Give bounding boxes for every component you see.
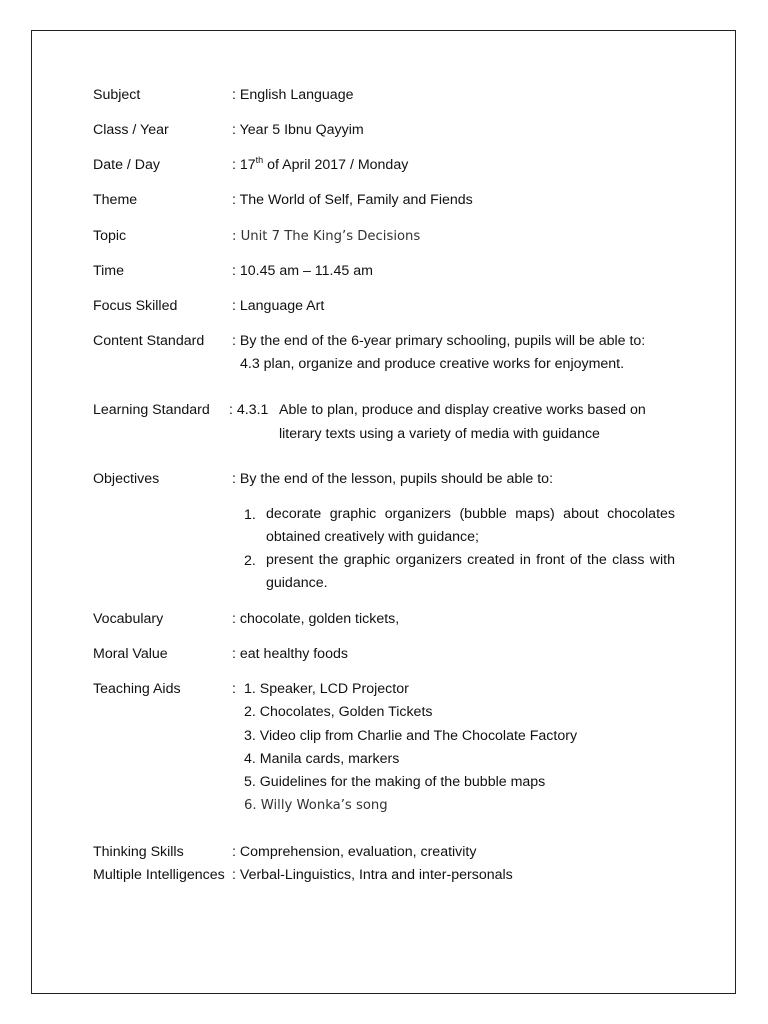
date-day-sup: th bbox=[255, 155, 264, 165]
objective-2-text: present the graphic organizers created in front of the class with guidance. bbox=[266, 552, 675, 591]
moral-value-value: : eat healthy foods bbox=[232, 646, 348, 662]
class-year-value: : Year 5 Ibnu Qayyim bbox=[232, 122, 364, 138]
objectives-label: Objectives bbox=[93, 471, 160, 487]
learning-standard-label: Learning Standard bbox=[93, 402, 210, 418]
objective-2-number: 2. bbox=[244, 553, 256, 569]
theme-label: Theme bbox=[93, 192, 138, 208]
topic-value: : Unit 7 The King’s Decisions bbox=[232, 229, 421, 244]
class-year-label: Class / Year bbox=[93, 122, 169, 138]
teaching-aid-item: 2. Chocolates, Golden Tickets bbox=[244, 704, 433, 720]
teaching-aid-item: 5. Guidelines for the making of the bubble maps bbox=[244, 774, 546, 790]
objectives-intro: : By the end of the lesson, pupils should be able to: bbox=[232, 471, 554, 487]
learning-standard-code: : 4.3.1 bbox=[229, 402, 269, 418]
thinking-skills-value: : Comprehension, evaluation, creativity bbox=[232, 844, 477, 860]
focus-value: : Language Art bbox=[232, 298, 325, 314]
multiple-intelligences-value: : Verbal-Linguistics, Intra and inter-personals bbox=[232, 867, 513, 883]
teaching-aid-item: 3. Video clip from Charlie and The Chocolate Factory bbox=[244, 728, 578, 744]
date-day-suffix: of April 2017 / Monday bbox=[263, 157, 409, 173]
objective-1-text: decorate graphic organizers (bubble maps) about chocolates obtained creatively with guidance; bbox=[266, 506, 675, 545]
objective-1-number: 1. bbox=[244, 507, 256, 523]
date-day-value bbox=[232, 157, 408, 174]
teaching-aid-item: 1. Speaker, LCD Projector bbox=[244, 681, 409, 697]
date-day-label: Date / Day bbox=[93, 157, 161, 173]
moral-value-label: Moral Value bbox=[93, 646, 168, 662]
teaching-aids-colon: : bbox=[232, 681, 236, 697]
vocabulary-value: : chocolate, golden tickets, bbox=[232, 611, 400, 627]
teaching-aids-label: Teaching Aids bbox=[93, 681, 181, 697]
content-standard-line2: 4.3 plan, organize and produce creative works for enjoyment. bbox=[240, 356, 625, 372]
subject-label: Subject bbox=[93, 87, 141, 103]
learning-standard-line2: literary texts using a variety of media with guidance bbox=[279, 426, 600, 442]
content-standard-line1: : By the end of the 6-year primary schooling, pupils will be able to: bbox=[232, 333, 646, 349]
focus-label: Focus Skilled bbox=[93, 298, 178, 314]
content-standard-label: Content Standard bbox=[93, 333, 205, 349]
date-day-prefix: : 17 bbox=[232, 157, 256, 173]
vocabulary-label: Vocabulary bbox=[93, 611, 164, 627]
theme-value: : The World of Self, Family and Fiends bbox=[232, 192, 473, 208]
teaching-aid-item: 4. Manila cards, markers bbox=[244, 751, 400, 767]
time-label: Time bbox=[93, 263, 125, 279]
learning-standard-line1: Able to plan, produce and display creative works based on bbox=[279, 402, 646, 418]
time-value: : 10.45 am – 11.45 am bbox=[232, 263, 373, 279]
teaching-aid-item: 6. Willy Wonka’s song bbox=[244, 798, 388, 813]
topic-label: Topic bbox=[93, 228, 127, 244]
thinking-skills-label: Thinking Skills bbox=[93, 844, 184, 860]
subject-value: : English Language bbox=[232, 87, 354, 103]
multiple-intelligences-label: Multiple Intelligences bbox=[93, 867, 225, 883]
